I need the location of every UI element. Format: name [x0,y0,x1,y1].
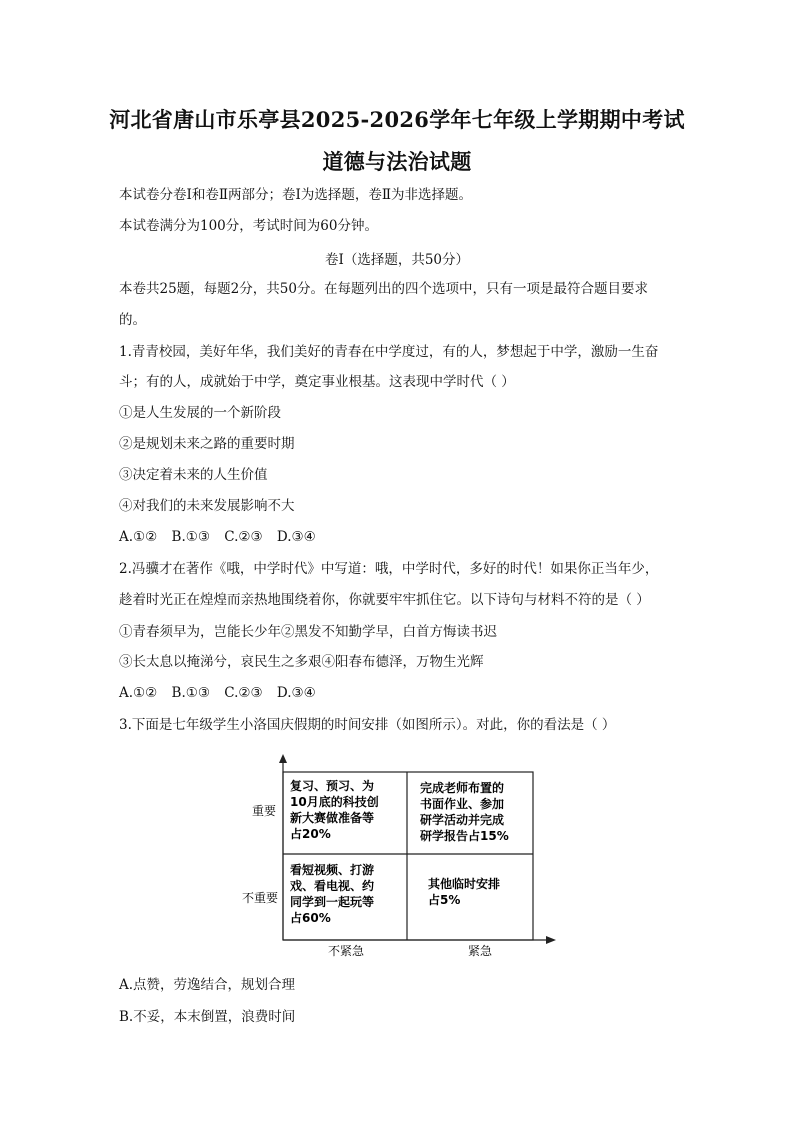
cell-tl-line-4: 占20% [290,827,331,841]
q2-option-d[interactable]: D.③④ [276,685,316,701]
q2-option-a[interactable]: A.①② [119,685,158,701]
cell-bl-line-4: 占60% [290,911,331,925]
cell-tr-line-2: 书面作业、参加 [420,797,505,811]
intro-line-1: 本试卷分卷Ⅰ和卷Ⅱ两部分；卷Ⅰ为选择题，卷Ⅱ为非选择题。 [119,187,473,203]
y-axis-arrow [279,754,287,763]
q2-option-b[interactable]: B.①③ [171,685,210,701]
instructions-line-2: 的。 [119,312,146,328]
q3-stem: 3.下面是七年级学生小洛国庆假期的时间安排（如图所示）。对此，你的看法是（ ） [119,717,616,733]
q1-option-c[interactable]: C.②③ [224,529,263,545]
q1-option-d[interactable]: D.③④ [276,529,316,545]
q2-options [119,684,326,702]
cell-tr-line-1: 完成老师布置的 [420,781,505,795]
exam-subtitle: 道德与法治试题 [322,149,472,174]
q1-options [119,528,326,546]
q1-statement-1: ①是人生发展的一个新阶段 [119,405,281,421]
q1-statement-3: ③决定着未来的人生价值 [119,467,268,483]
time-management-quadrant-diagram [230,752,570,962]
q1-option-b[interactable]: B.①③ [171,529,210,545]
cell-tr-line-4: 研学报告占15% [420,829,509,843]
q1-stem-line-1: 1.青青校园，美好年华，我们美好的青春在中学度过，有的人，梦想起于中学，激励一生奋 [119,344,659,360]
instructions-line-1: 本卷共25题，每题2分，共50分。在每题列出的四个选项中，只有一项是最符合题目要求 [119,281,648,297]
cell-tr-line-3: 研学活动并完成 [420,813,505,827]
q2-statement-1: ①青春须早为，岂能长少年②黑发不知勤学早，白首方悔读书迟 [119,624,497,640]
q1-option-a[interactable]: A.①② [119,529,158,545]
x-axis-arrow [546,936,556,944]
cell-tl-line-1: 复习、预习、为 [290,779,375,793]
q2-stem-line-2: 趁着时光正在煌煌而亲热地围绕着你，你就要牢牢抓住它。以下诗句与材料不符的是（ ） [119,592,650,608]
section-heading: 卷Ⅰ（选择题，共50分） [324,252,469,268]
q2-stem-line-1: 2.冯骥才在著作《哦，中学时代》中写道：哦，中学时代，多好的时代！如果你正当年少， [119,561,659,577]
cell-tl-line-3: 新大赛做准备等 [290,811,375,825]
exam-title: 河北省唐山市乐亭县2025-2026学年七年级上学期期中考试 [109,107,685,132]
y-label-important: 重要 [251,804,276,818]
cell-tl-line-2: 10月底的科技创 [290,795,379,809]
q1-statement-2: ②是规划未来之路的重要时期 [119,436,295,452]
q2-statement-2: ③长太息以掩涕兮，哀民生之多艰④阳春布德泽，万物生光辉 [119,654,484,670]
intro-line-2: 本试卷满分为100分，考试时间为60分钟。 [119,218,378,234]
x-label-urgent: 紧急 [467,944,493,958]
cell-bl-line-3: 同学到一起玩等 [290,895,375,909]
cell-br-line-2: 占5% [428,893,461,907]
q1-statement-4: ④对我们的未来发展影响不大 [119,498,295,514]
q3-option-a[interactable]: A.点赞，劳逸结合，规划合理 [119,977,296,993]
cell-bl-line-1: 看短视频、打游 [290,863,375,877]
q2-option-c[interactable]: C.②③ [224,685,263,701]
x-label-not-urgent: 不紧急 [327,944,365,958]
y-label-unimportant: 不重要 [241,891,278,905]
q3-option-b[interactable]: B.不妥，本末倒置，浪费时间 [119,1009,296,1025]
cell-br-line-1: 其他临时安排 [428,877,501,891]
q1-stem-line-2: 斗；有的人，成就始于中学，奠定事业根基。这表现中学时代（ ） [119,374,515,390]
cell-bl-line-2: 戏、看电视、约 [290,879,375,893]
